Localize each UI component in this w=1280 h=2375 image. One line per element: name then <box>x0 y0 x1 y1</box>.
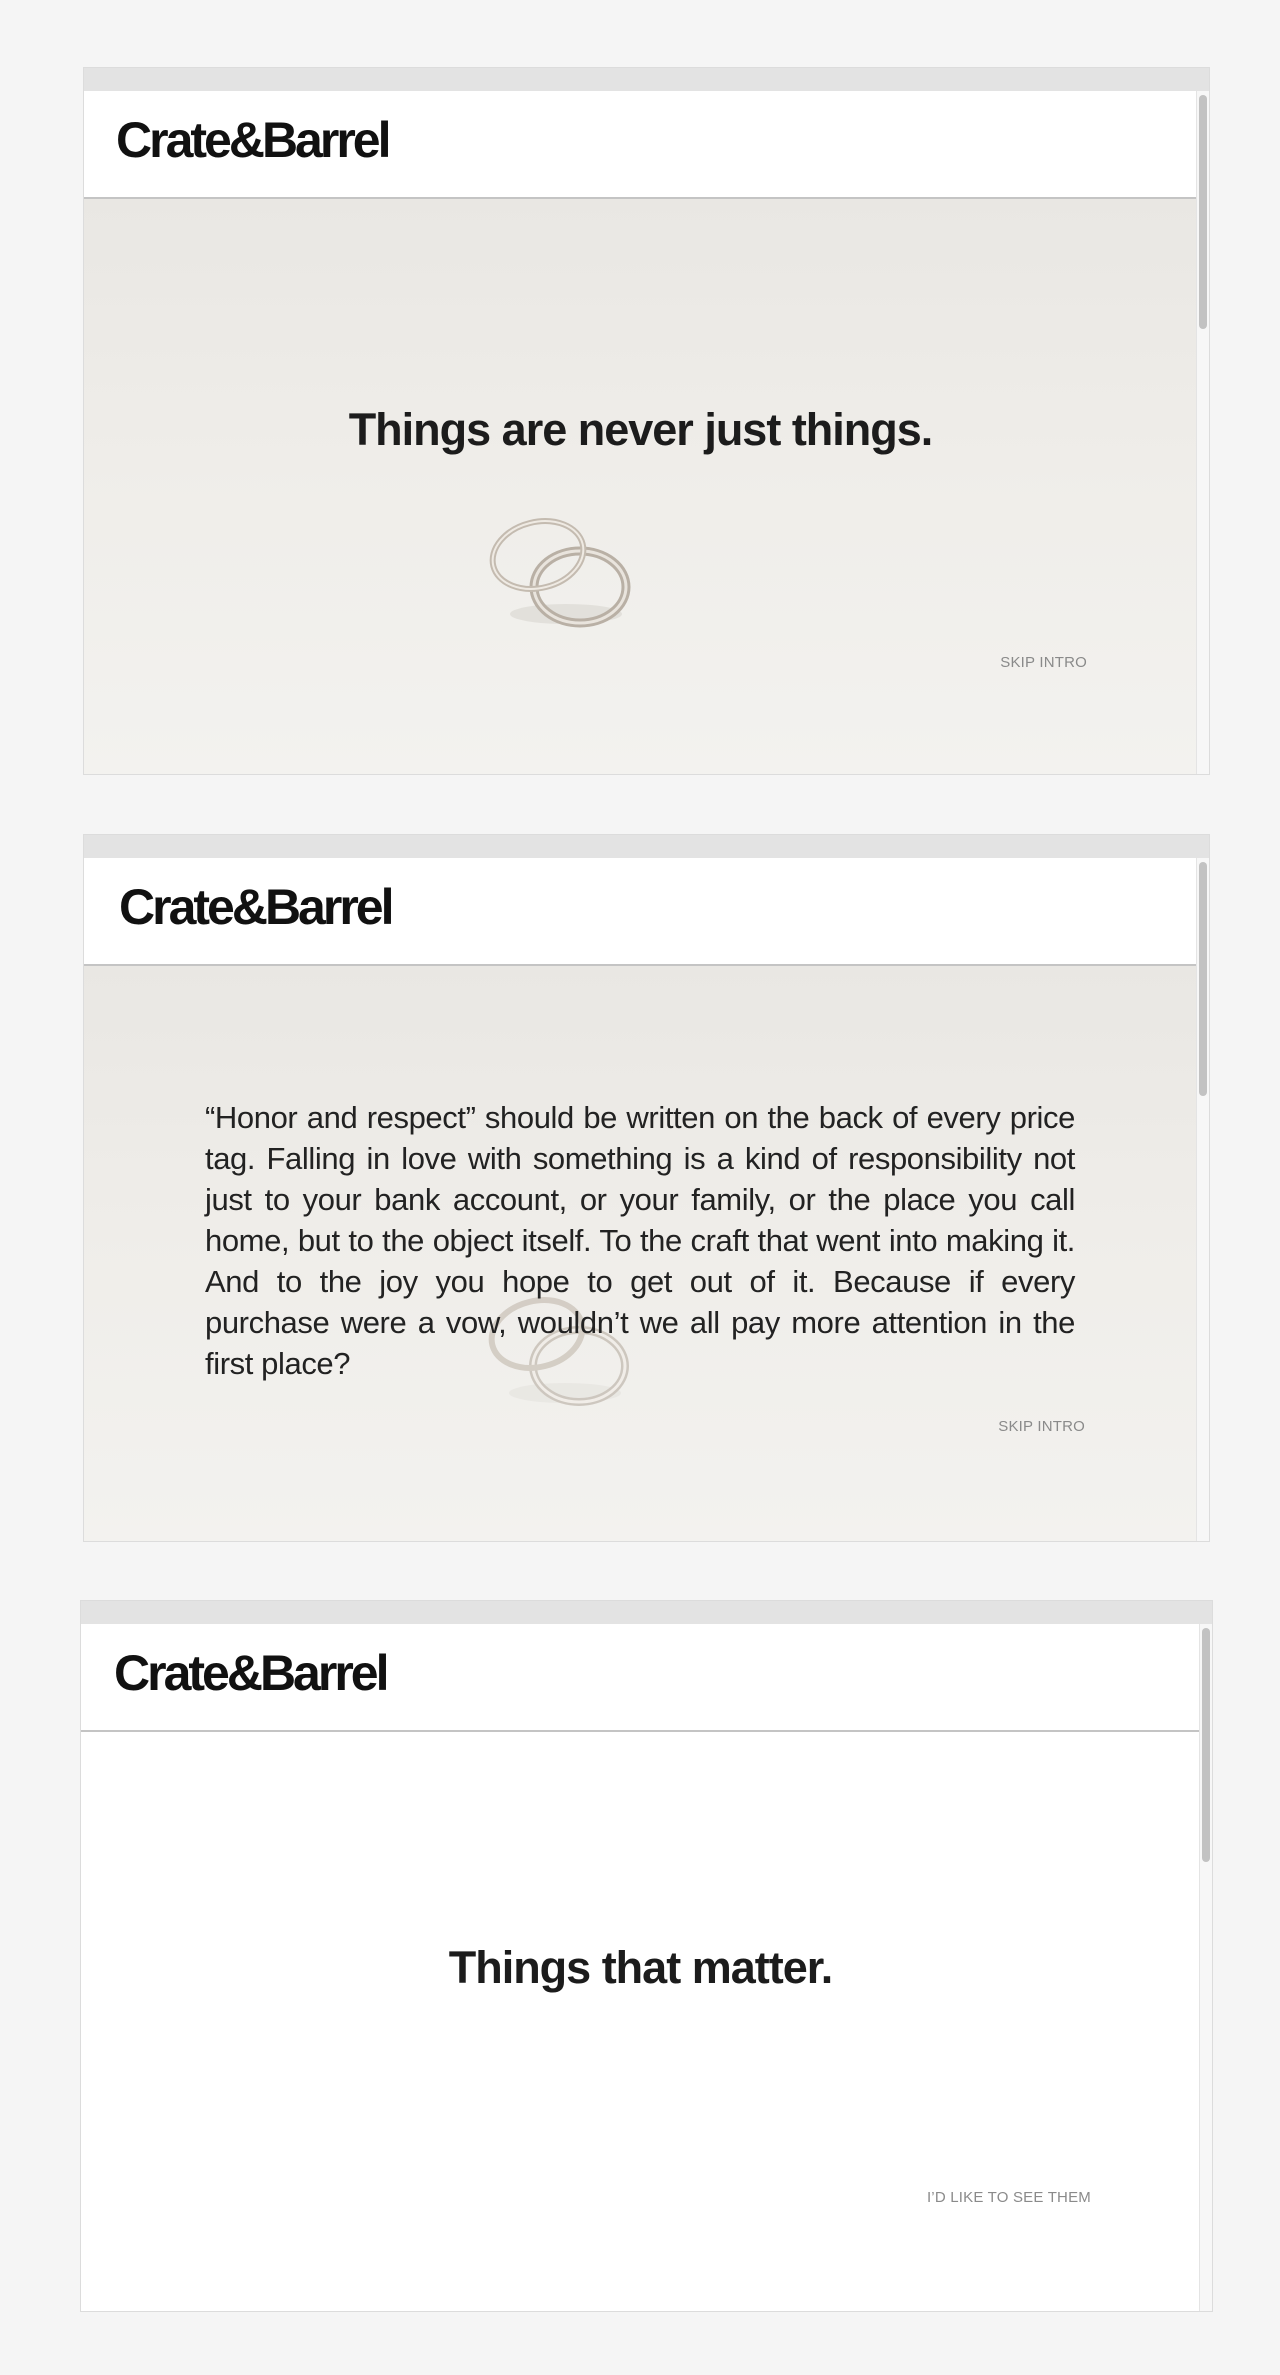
quote-stage <box>84 966 1197 1541</box>
scrollbar-thumb[interactable] <box>1199 95 1207 329</box>
crate-barrel-logo[interactable]: Crate&Barrel <box>114 1645 387 1701</box>
site-header <box>84 858 1197 966</box>
site-header <box>84 91 1197 199</box>
cta-stage <box>81 1732 1200 2311</box>
brand-manifesto-text: “Honor and respect” should be written on the back of every price tag. Falling in love with something is a kind of responsibility not just to your bank account, or your family, or the place you call home, but to the object itself. To the craft that went into making it. And to the joy you hope to get out of it. Because if every purchase were a vow, wouldn’t we all pay more attention in the first place? <box>205 1100 1075 1381</box>
browser-frame-quote <box>83 834 1210 1542</box>
skip-intro-link[interactable]: SKIP INTRO <box>1000 654 1087 671</box>
intro-headline: Things are never just things. <box>348 404 933 455</box>
browser-frame-cta <box>80 1600 1213 2312</box>
window-top-bar <box>84 68 1209 91</box>
wedding-rings-icon <box>472 507 652 647</box>
skip-intro-link[interactable]: SKIP INTRO <box>998 1418 1085 1435</box>
window-top-bar <box>81 1601 1212 1624</box>
scrollbar-thumb[interactable] <box>1202 1628 1210 1862</box>
crate-barrel-logo[interactable]: Crate&Barrel <box>116 112 389 168</box>
browser-frame-intro <box>83 67 1210 775</box>
scrollbar-thumb[interactable] <box>1199 862 1207 1096</box>
cta-headline: Things that matter. <box>448 1942 833 1993</box>
crate-barrel-logo[interactable]: Crate&Barrel <box>119 879 392 935</box>
intro-stage <box>84 199 1197 774</box>
window-top-bar <box>84 835 1209 858</box>
see-products-link[interactable]: I’D LIKE TO SEE THEM <box>926 2189 1091 2206</box>
site-header <box>81 1624 1200 1732</box>
